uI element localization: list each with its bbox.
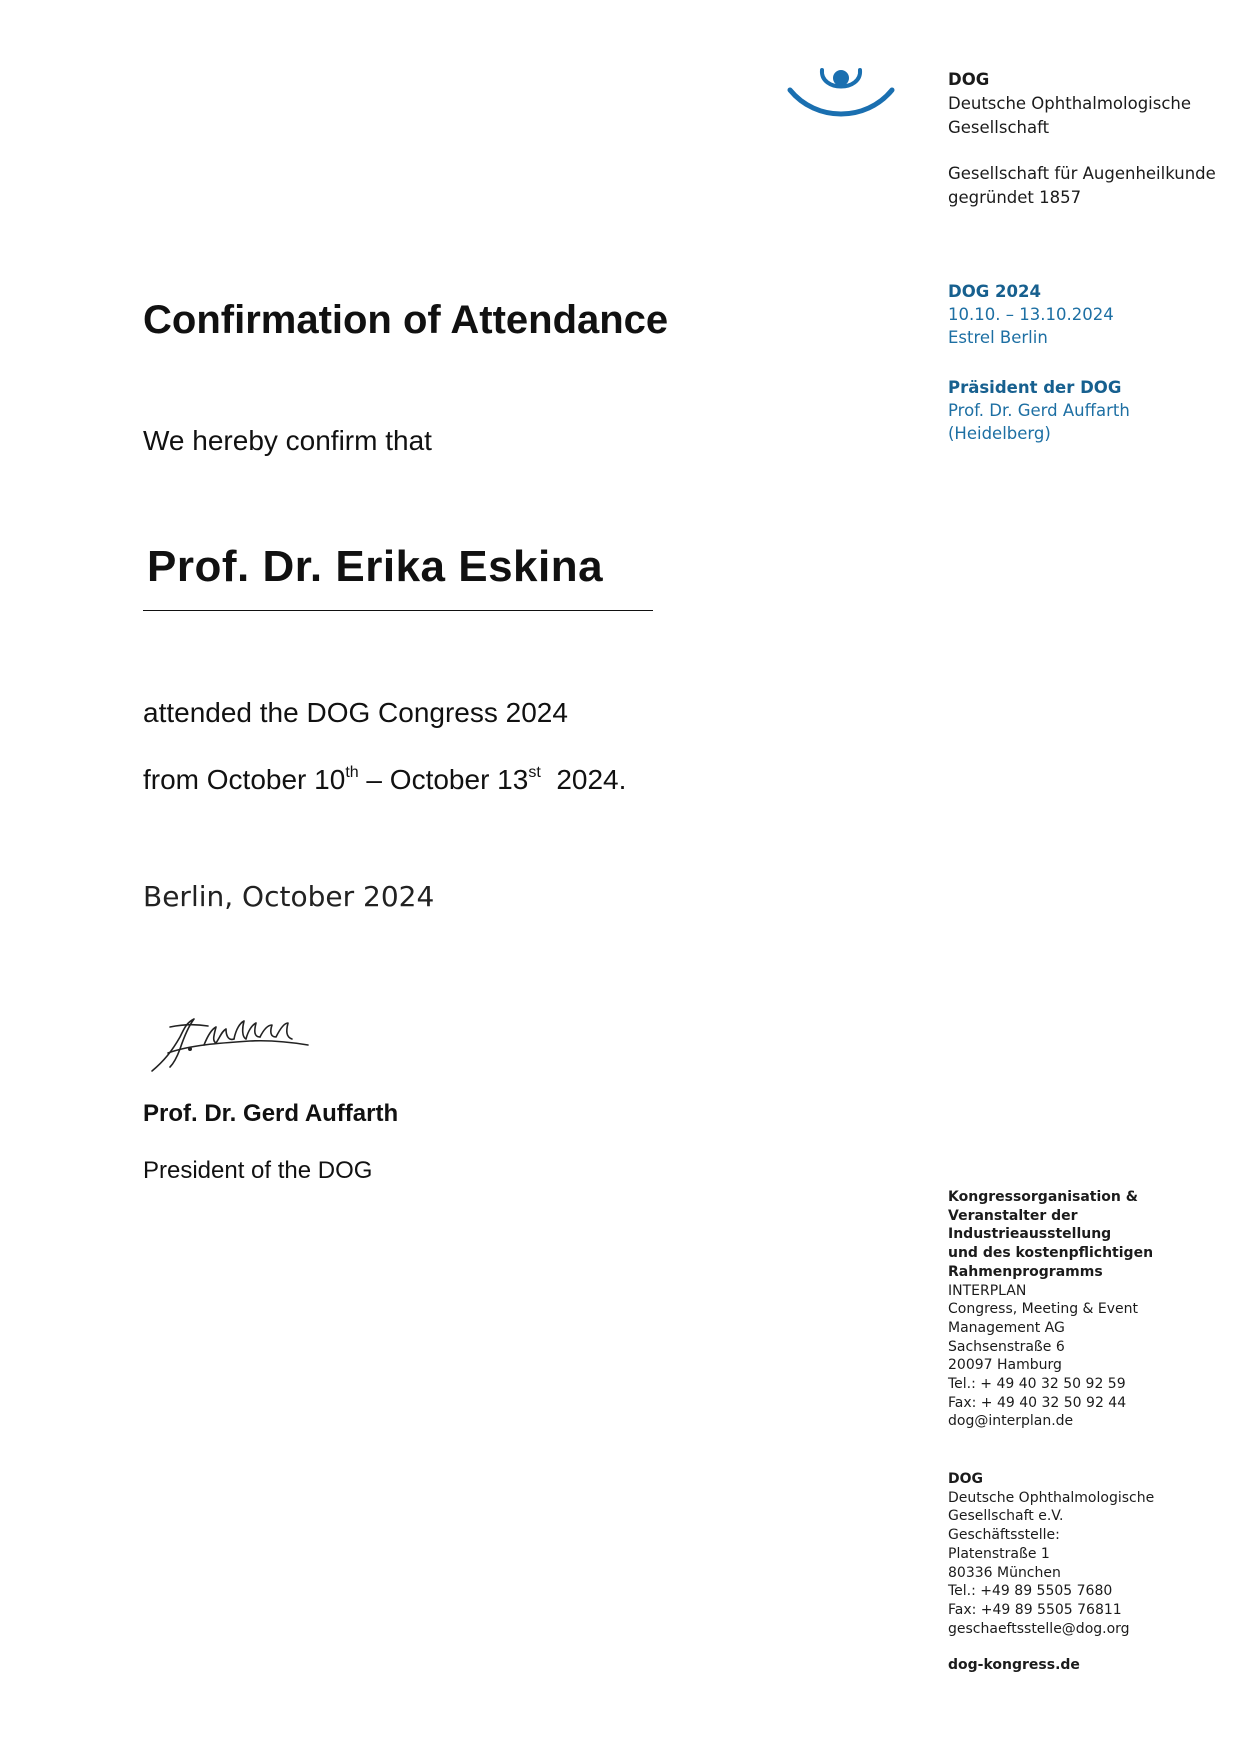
office-block <box>948 1470 1228 1638</box>
office-city: 80336 München <box>948 1564 1061 1581</box>
attended-line: attended the DOG Congress 2024 <box>143 697 568 728</box>
organizer-company: INTERPLAN <box>948 1282 1027 1299</box>
signer-name: Prof. Dr. Gerd Auffarth <box>143 1100 399 1127</box>
organizer-line: Congress, Meeting & Event <box>948 1301 1139 1318</box>
organizer-line: Management AG <box>948 1319 1065 1336</box>
org-description <box>948 162 1228 210</box>
event-name: DOG 2024 <box>948 282 1041 301</box>
office-street: Platenstraße 1 <box>948 1545 1050 1562</box>
period-suffix: 2024. <box>540 764 627 795</box>
handwritten-signature <box>150 1015 310 1075</box>
place-date: Berlin, October 2024 <box>143 880 435 913</box>
organizer-heading: Rahmenprogramms <box>948 1263 1103 1280</box>
website-link[interactable]: dog-kongress.de <box>948 1657 1080 1673</box>
name-underline <box>143 610 653 611</box>
president-city: (Heidelberg) <box>948 424 1051 443</box>
president-info <box>948 376 1228 445</box>
period-sup-end: st <box>528 764 541 781</box>
org-founded: gegründet 1857 <box>948 188 1082 207</box>
organizer-block <box>948 1188 1228 1431</box>
organizer-phone: Tel.: + 49 40 32 50 92 59 <box>948 1376 1126 1393</box>
office-heading: DOG <box>948 1471 984 1487</box>
office-line: Gesellschaft e.V. <box>948 1508 1064 1525</box>
period-middle: – October 13 <box>358 764 529 795</box>
dog-eye-logo <box>786 60 896 122</box>
president-heading: Präsident der DOG <box>948 378 1122 397</box>
organizer-heading: Veranstalter der <box>948 1207 1078 1224</box>
office-line: Geschäftsstelle: <box>948 1527 1060 1544</box>
period-prefix: from October 10 <box>143 764 346 795</box>
period-sup-start: th <box>345 764 359 781</box>
org-header <box>948 68 1228 140</box>
intro-text: We hereby confirm that <box>143 425 432 456</box>
document-title: Confirmation of Attendance <box>143 298 669 342</box>
office-line: Deutsche Ophthalmologische <box>948 1489 1155 1506</box>
organizer-street: Sachsenstraße 6 <box>948 1338 1065 1355</box>
org-desc: Gesellschaft für Augenheilkunde <box>948 164 1216 183</box>
organizer-fax: Fax: + 49 40 32 50 92 44 <box>948 1394 1127 1411</box>
attendee-name: Prof. Dr. Erika Eskina <box>147 542 604 591</box>
org-name-line2: Gesellschaft <box>948 118 1050 137</box>
attendance-period <box>143 764 626 796</box>
organizer-heading: Industrieausstellung <box>948 1226 1112 1243</box>
organizer-heading: Kongressorganisation & <box>948 1189 1138 1205</box>
org-abbr: DOG <box>948 70 990 89</box>
event-dates: 10.10. – 13.10.2024 <box>948 305 1114 324</box>
organizer-city: 20097 Hamburg <box>948 1357 1062 1374</box>
office-fax: Fax: +49 89 5505 76811 <box>948 1601 1122 1618</box>
organizer-email[interactable]: dog@interplan.de <box>948 1413 1074 1430</box>
office-email[interactable]: geschaeftsstelle@dog.org <box>948 1620 1130 1637</box>
org-name-line1: Deutsche Ophthalmologische <box>948 94 1192 113</box>
event-info <box>948 280 1228 349</box>
president-name: Prof. Dr. Gerd Auffarth <box>948 401 1130 420</box>
signer-role: President of the DOG <box>143 1157 373 1184</box>
event-venue: Estrel Berlin <box>948 328 1048 347</box>
office-phone: Tel.: +49 89 5505 7680 <box>948 1583 1113 1600</box>
organizer-heading: und des kostenpflichtigen <box>948 1245 1154 1262</box>
